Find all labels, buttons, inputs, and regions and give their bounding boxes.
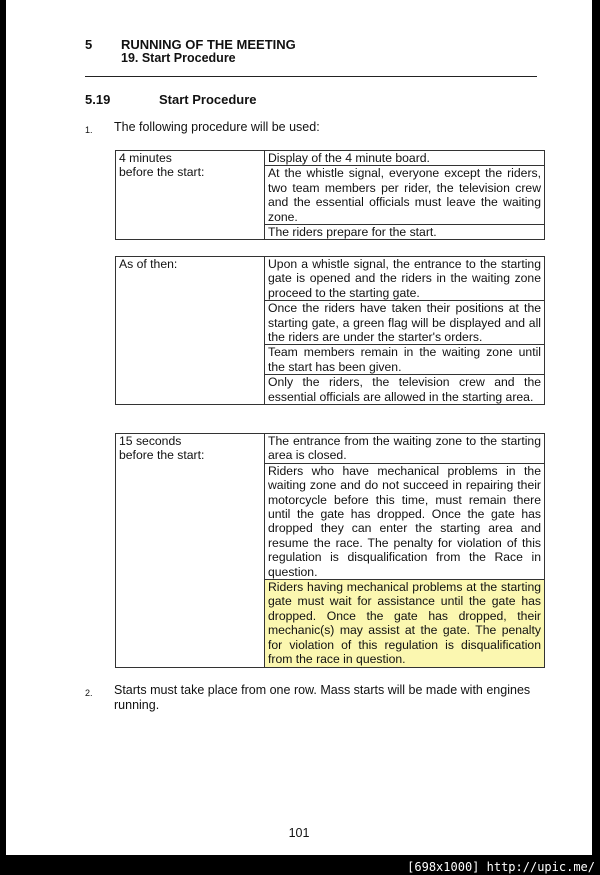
section-number: 5.19 xyxy=(85,92,111,107)
table-cell: Only the riders, the television crew and the essential officials are allowed in the starting area. xyxy=(265,375,545,405)
table-cell: Riders who have mechanical problems in the waiting zone and do not succeed in repairing their motorcycle before this time, must remain there until the gate has dropped. Once the gate has dropped they can enter the starting area and resume the race. The penalty for violation of this regulation is disqualification from the Race in question. xyxy=(265,463,545,579)
table-cell: The entrance from the waiting zone to the starting area is closed. xyxy=(265,434,545,464)
procedure-table-4-minutes xyxy=(115,150,545,240)
table-cell-highlighted: Riders having mechanical problems at the starting gate must wait for assistance until the gate has dropped. Once the gate has dropped, their mechanic(s) may assist at the gate. The penalty for violation of this regulation is disqualification from the race in question. xyxy=(265,580,545,667)
table-label: 15 seconds before the start: xyxy=(116,434,265,668)
item-text-1: The following procedure will be used: xyxy=(114,120,320,134)
document-page xyxy=(6,0,592,855)
header-divider xyxy=(85,76,537,77)
item-number-1: 1. xyxy=(85,125,93,135)
chapter-title: RUNNING OF THE MEETING xyxy=(121,37,296,52)
procedure-table-as-of-then xyxy=(115,256,545,405)
procedure-table-15-seconds xyxy=(115,433,545,668)
section-title: Start Procedure xyxy=(159,92,257,107)
item-text-2: Starts must take place from one row. Mass starts will be made with engines running. xyxy=(114,683,531,712)
table-label: 4 minutes before the start: xyxy=(116,151,265,240)
table-cell: At the whistle signal, everyone except the riders, two team members per rider, the television crew and the essential officials must leave the waiting zone. xyxy=(265,166,545,225)
page-number: 101 xyxy=(288,826,310,840)
table-cell: Team members remain in the waiting zone until the start has been given. xyxy=(265,345,545,375)
watermark: [698x1000] http://upic.me/ xyxy=(407,860,595,874)
chapter-number: 5 xyxy=(85,37,93,52)
subsection-title: 19. Start Procedure xyxy=(121,51,236,65)
table-cell: The riders prepare for the start. xyxy=(265,225,545,240)
item-number-2: 2. xyxy=(85,688,93,698)
table-cell: Upon a whistle signal, the entrance to the starting gate is opened and the riders in the waiting zone proceed to the starting gate. xyxy=(265,257,545,301)
table-label: As of then: xyxy=(116,257,265,405)
table-cell: Display of the 4 minute board. xyxy=(265,151,545,166)
table-cell: Once the riders have taken their positions at the starting gate, a green flag will be displayed and all the riders are under the starter's orders. xyxy=(265,301,545,345)
